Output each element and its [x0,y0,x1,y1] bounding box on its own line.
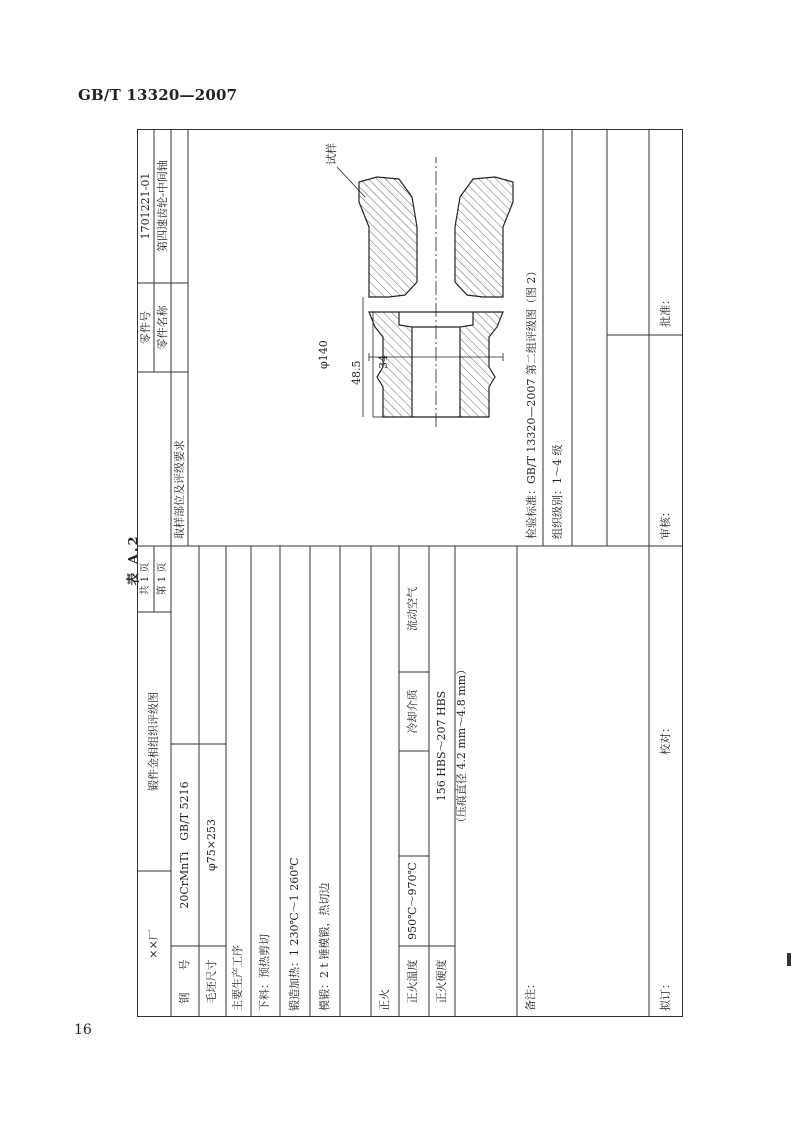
part-name-label: 零件名称 [156,305,169,350]
proof-signature: 校对： [659,722,672,755]
factory-name: ××厂 [147,929,160,959]
dim-outer: 48.5 [350,360,363,385]
page-current: 第 1 页 [157,562,168,596]
dim-diameter: φ140 [317,340,330,369]
normalize-temp-label: 正火温度 [406,959,419,1004]
inspection-standard: 检验标准：GB/T 13320—2007 第二组评级图（图 2） [525,265,538,539]
normalize-temp-value: 950℃～970℃ [406,862,419,940]
process-label: 主要生产工序 [231,945,244,1011]
grade-range: 组织级别：1～4 级 [551,444,564,539]
form-title: 锻件金相组织评级图 [147,692,160,791]
rotated-specification-sheet [137,129,683,1017]
hardness-note: （压痕直径 4.2 mm～4.8 mm） [455,663,468,829]
remark-label: 备注： [524,978,537,1011]
gear-section-drawing [337,157,513,427]
approve-signature: 批准： [659,294,672,327]
steel-value: 20CrMnTi GB/T 5216 [178,781,191,909]
part-no-value: 1701221-01 [139,172,152,240]
forging-step: 模锻：2 t 锤模锻，热切边 [318,882,331,1011]
cooling-value: 流动空气 [406,587,419,631]
page-total: 共 1 页 [140,562,151,596]
draft-signature: 拟订： [659,978,672,1011]
blank-size-label: 毛坯尺寸 [205,959,218,1004]
blank-size-value: φ75×253 [205,819,218,871]
sample-label: 试样 [325,143,338,165]
forging-heat-step: 锻造加热：1 230℃～1 260℃ [288,857,301,1011]
page-number: 16 [74,1022,92,1038]
normalize-step: 正火 [378,989,391,1011]
hardness-value: 156 HBS～207 HBS [435,690,448,802]
part-no-label: 零件号 [139,311,152,344]
cutting-step: 下料：预热剪切 [258,934,271,1011]
margin-mark [787,953,791,966]
steel-label: 钢 号 [178,959,191,1004]
hardness-label: 正火硬度 [435,959,448,1004]
review-signature: 审核： [659,506,672,539]
table-title: 表 A.2 [126,534,142,586]
sampling-requirements-label: 取样部位及评级要求 [173,440,186,539]
dim-inner: 34 [377,355,390,369]
cooling-label: 冷却介质 [406,689,419,734]
part-name-value: 第四速齿轮-中间轴 [156,160,169,252]
standard-number: GB/T 13320—2007 [78,86,238,104]
